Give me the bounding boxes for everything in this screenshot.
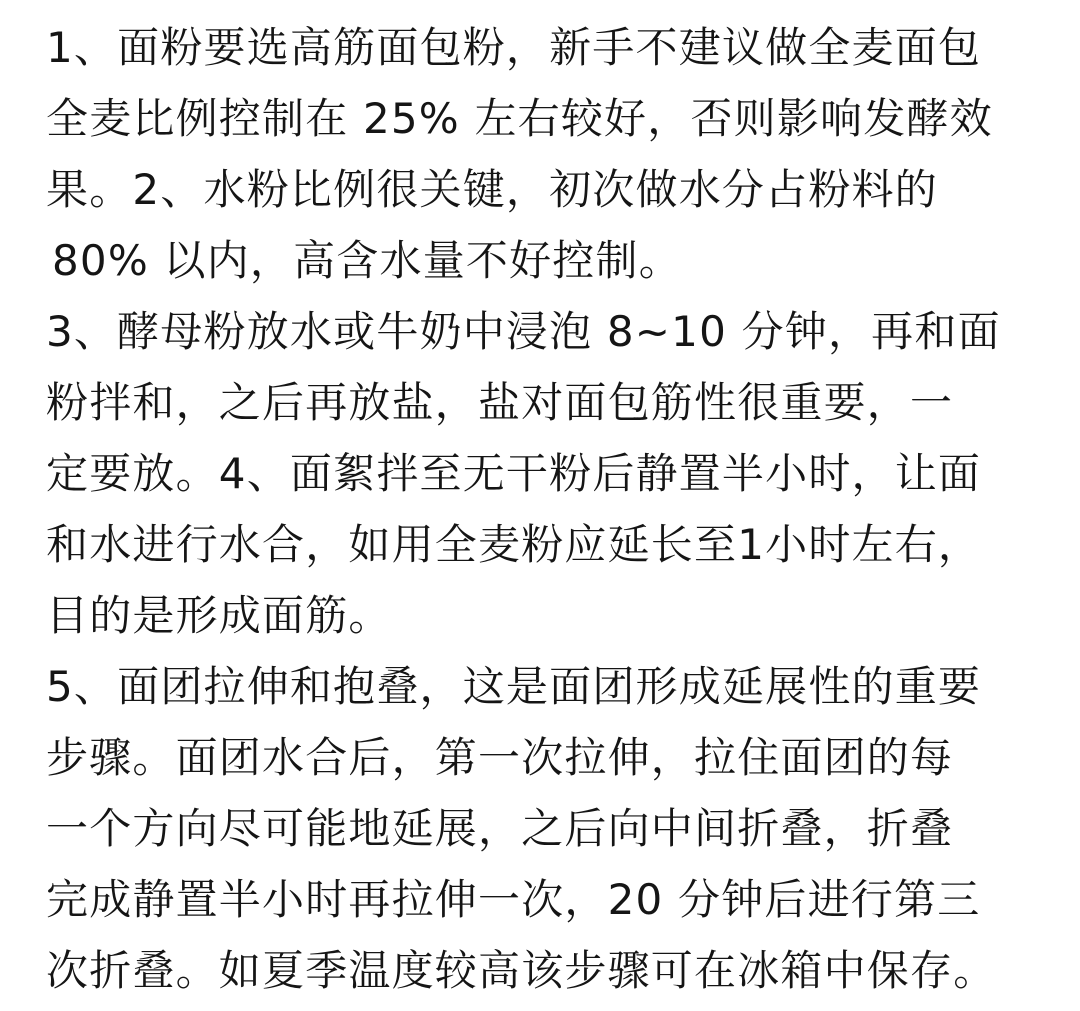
document-body xyxy=(46,12,1056,1006)
text-line: 完成静置半小时再拉伸一次，20 分钟后进行第三 xyxy=(46,875,981,924)
text-line: 1、面粉要选高筋面包粉，新手不建议做全麦面包 xyxy=(46,23,982,72)
text-line: 果。2、水粉比例很关键，初次做水分占粉料的 xyxy=(46,165,938,214)
text-line: 次折叠。如夏季温度较高该步骤可在冰箱中保存。 xyxy=(46,946,997,995)
text-line: 步骤。面团水合后，第一次拉伸，拉住面团的每 xyxy=(46,733,954,782)
text-line: 和水进行水合，如用全麦粉应延长至1小时左右， xyxy=(46,520,982,569)
text-line: 全麦比例控制在 25% 左右较好，否则影响发酵效 xyxy=(46,94,993,143)
text-line: 5、面团拉伸和抱叠，这是面团形成延展性的重要 xyxy=(46,662,982,711)
text-line: 3、酵母粉放水或牛奶中浸泡 8~10 分钟，再和面 xyxy=(46,307,1001,356)
text-line: 定要放。4、面絮拌至无干粉后静置半小时，让面 xyxy=(46,449,982,498)
text-line: 目的是形成面筋。 xyxy=(46,591,392,640)
text-line: 一个方向尽可能地延展，之后向中间折叠，折叠 xyxy=(46,804,954,853)
text-line: 粉拌和，之后再放盐，盐对面包筋性很重要，一 xyxy=(46,378,954,427)
text-line: 80% 以内，高含水量不好控制。 xyxy=(52,236,682,285)
